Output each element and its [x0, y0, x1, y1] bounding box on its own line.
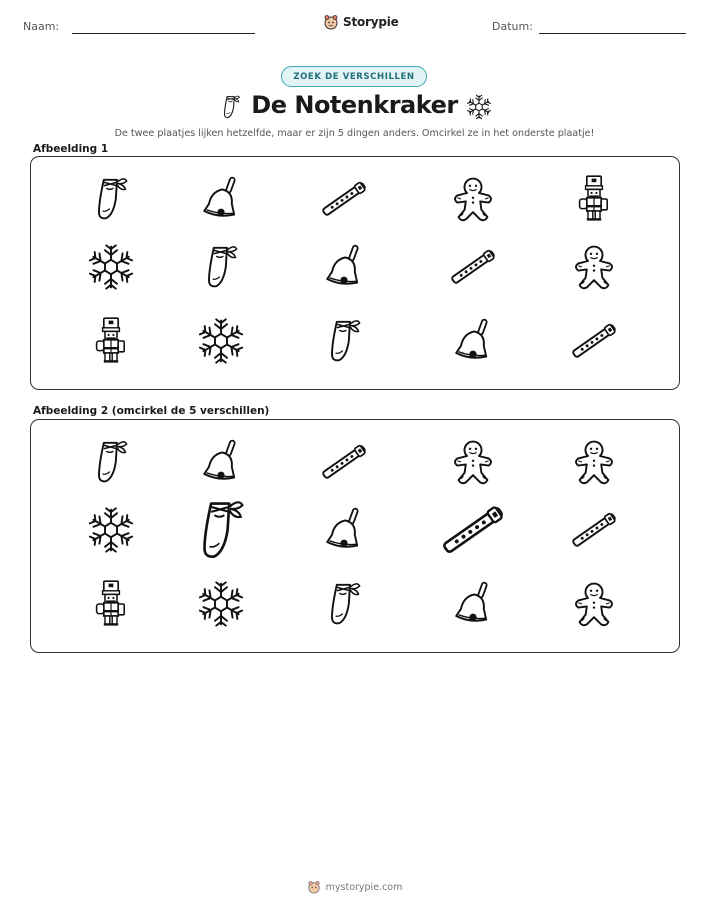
snowflake-icon — [197, 580, 245, 628]
flute-icon — [440, 497, 506, 563]
flute-icon — [570, 506, 618, 554]
picture2-label: Afbeelding 2 (omcirkel de 5 verschillen) — [33, 405, 270, 417]
gingerbread-man-icon — [570, 580, 618, 628]
grid-cell[interactable] — [87, 243, 135, 291]
ballet-shoe-icon — [87, 438, 135, 486]
grid-cell[interactable] — [87, 438, 135, 486]
grid-cell[interactable] — [320, 317, 368, 365]
grid-cell[interactable] — [197, 438, 245, 486]
grid-cell[interactable] — [197, 243, 245, 291]
flute-icon — [320, 438, 368, 486]
footer-url: mystorypie.com — [325, 881, 403, 893]
snowflake-icon — [197, 317, 245, 365]
bell-icon — [197, 175, 245, 223]
ballet-shoe-icon — [87, 175, 135, 223]
grid-cell[interactable] — [87, 175, 135, 223]
grid-cell[interactable] — [449, 243, 497, 291]
grid-cell[interactable] — [320, 506, 368, 554]
gingerbread-man-icon — [570, 438, 618, 486]
flute-icon — [320, 175, 368, 223]
grid-cell[interactable] — [87, 506, 135, 554]
grid-cell[interactable] — [570, 580, 618, 628]
nutcracker-icon — [87, 317, 135, 365]
grid-cell[interactable] — [197, 580, 245, 628]
snowflake-icon — [466, 94, 492, 120]
name-label: Naam: — [23, 20, 60, 33]
name-line[interactable] — [72, 33, 255, 34]
snowflake-icon — [87, 506, 135, 554]
gingerbread-man-icon — [449, 438, 497, 486]
brand-logo — [323, 14, 399, 30]
nutcracker-icon — [570, 175, 618, 223]
grid-cell[interactable] — [320, 243, 368, 291]
storypie-mascot-icon — [307, 880, 321, 894]
bell-icon — [320, 243, 368, 291]
grid-cell[interactable] — [320, 580, 368, 628]
gingerbread-man-icon — [570, 243, 618, 291]
grid-cell[interactable] — [320, 438, 368, 486]
brand-name: Storypie — [343, 15, 399, 29]
bell-icon — [320, 506, 368, 554]
grid-cell[interactable] — [449, 317, 497, 365]
ballet-shoe-icon — [320, 580, 368, 628]
ballet-shoe-icon — [197, 243, 245, 291]
picture2-grid — [31, 420, 679, 652]
picture2-panel — [30, 419, 680, 653]
instructions: De twee plaatjes lijken hetzelfde, maar er zijn 5 dingen anders. Omcirkel ze in het onderste plaatje! — [114, 128, 595, 139]
nutcracker-icon — [87, 580, 135, 628]
grid-cell[interactable] — [87, 580, 135, 628]
snowflake-icon — [87, 243, 135, 291]
grid-cell[interactable] — [188, 497, 254, 563]
flute-icon — [570, 317, 618, 365]
grid-cell[interactable] — [449, 175, 497, 223]
grid-cell[interactable] — [570, 175, 618, 223]
page-title: De Notenkraker — [251, 91, 458, 119]
grid-cell[interactable] — [197, 317, 245, 365]
footer — [0, 880, 709, 894]
gingerbread-man-icon — [449, 175, 497, 223]
bell-icon — [449, 580, 497, 628]
grid-cell[interactable] — [320, 175, 368, 223]
grid-cell[interactable] — [440, 497, 506, 563]
grid-cell[interactable] — [197, 175, 245, 223]
bell-icon — [449, 317, 497, 365]
ballet-shoe-icon — [188, 497, 254, 563]
picture1-grid — [31, 157, 679, 389]
picture1-label: Afbeelding 1 — [33, 143, 109, 155]
bell-icon — [197, 438, 245, 486]
flute-icon — [449, 243, 497, 291]
grid-cell[interactable] — [87, 317, 135, 365]
grid-cell[interactable] — [449, 438, 497, 486]
worksheet-type-badge: ZOEK DE VERSCHILLEN — [281, 66, 427, 87]
grid-cell[interactable] — [449, 580, 497, 628]
grid-cell[interactable] — [570, 506, 618, 554]
date-line[interactable] — [539, 33, 686, 34]
grid-cell[interactable] — [570, 438, 618, 486]
storypie-mascot-icon — [323, 14, 339, 30]
grid-cell[interactable] — [570, 243, 618, 291]
grid-cell[interactable] — [570, 317, 618, 365]
ballet-shoe-icon — [320, 317, 368, 365]
picture1-panel — [30, 156, 680, 390]
date-label: Datum: — [492, 20, 533, 33]
